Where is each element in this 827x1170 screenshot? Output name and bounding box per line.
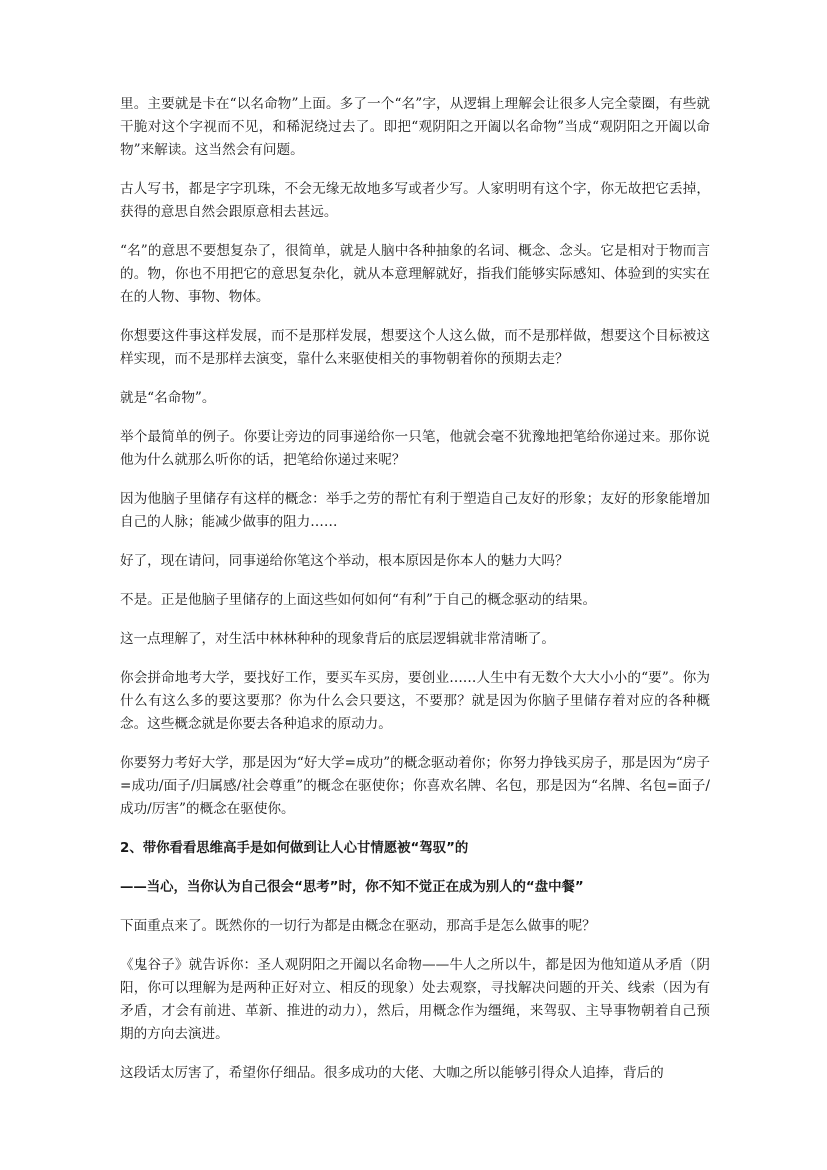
paragraph-9: 不是。正是他脑子里储存的上面这些如何如何“有利”于自己的概念驱动的结果。 [120,592,597,608]
paragraph-10: 这一点理解了，对生活中林林种种的现象背后的底层逻辑就非常清晰了。 [120,631,555,647]
paragraph-2: 古人写书，都是字字玑珠，不会无缘无故地多写或者少写。人家明明有这个字，你无故把它丢掉，获得的意思自然会跟原意相去甚远。 [120,181,710,220]
paragraph-1: 里。主要就是卡在“以名命物”上面。多了一个“名”字，从逻辑上理解会让很多人完全蒙圈，有些就干脆对这个字视而不见，和稀泥绕过去了。即把“观阴阳之开阖以名命物”当成“观阴阳之开阖以命物”来解读。这当然会有问题。 [120,96,710,158]
section-subheading: ——当心，当你认为自己很会“思考”时，你不知不觉正在成为别人的“盘中餐” [120,880,584,895]
paragraph-14: 《鬼谷子》就告诉你：圣人观阴阳之开阖以名命物——牛人之所以牛，都是因为他知道从矛盾（阴阳，你可以理解为是两种正好对立、相反的现象）处去观察，寻找解决问题的开关、线索（因为有矛盾，才会有前进、革新、推进的动力），然后，用概念作为缰绳，来驾驭、主导事物朝着自己预期的方向去演进。 [120,957,710,1042]
section-heading: 2、带你看看思维高手是如何做到让人心甘情愿被“驾驭”的 [120,841,469,856]
paragraph-3: “名”的意思不要想复杂了，很简单，就是人脑中各种抽象的名词、概念、念头。它是相对于物而言的。物，你也不用把它的意思复杂化，就从本意理解就好，指我们能够实际感知、体验到的实实在在的人物、事物、物体。 [120,243,710,305]
paragraph-4: 你想要这件事这样发展，而不是那样发展，想要这个人这么做，而不是那样做，想要这个目标被这样实现，而不是那样去演变，靠什么来驱使相关的事物朝着你的预期去走？ [120,328,710,367]
paragraph-11: 你会拼命地考大学，要找好工作，要买车买房，要创业……人生中有无数个大大小小的“要”。你为什么有这么多的要这要那？你为什么会只要这，不要那？就是因为你脑子里储存着对应的各种概念。这些概念就是你要去各种追求的原动力。 [120,670,710,732]
paragraph-5: 就是“名命物”。 [120,390,216,406]
document-body [120,93,710,1101]
paragraph-13: 下面重点来了。既然你的一切行为都是由概念在驱动，那高手是怎么做事的呢？ [120,918,596,934]
paragraph-7: 因为他脑子里储存有这样的概念：举手之劳的帮忙有利于塑造自己友好的形象；友好的形象能增加自己的人脉；能减少做事的阻力…… [120,491,710,530]
paragraph-15: 这段话太厉害了，希望你仔细品。很多成功的大佬、大咖之所以能够引得众人追捧，背后的 [120,1065,664,1081]
paragraph-12: 你要努力考好大学，那是因为“好大学=成功”的概念驱动着你；你努力挣钱买房子，那是因为“房子=成功/面子/归属感/社会尊重”的概念在驱使你；你喜欢名牌、名包，那是因为“名牌、名包=面子/成功/厉害”的概念在驱使你。 [120,755,710,817]
paragraph-8: 好了，现在请问，同事递给你笔这个举动，根本原因是你本人的魅力大吗？ [120,553,569,569]
paragraph-6: 举个最简单的例子。你要让旁边的同事递给你一只笔，他就会毫不犹豫地把笔给你递过来。那你说他为什么就那么听你的话，把笔给你递过来呢？ [120,429,710,468]
